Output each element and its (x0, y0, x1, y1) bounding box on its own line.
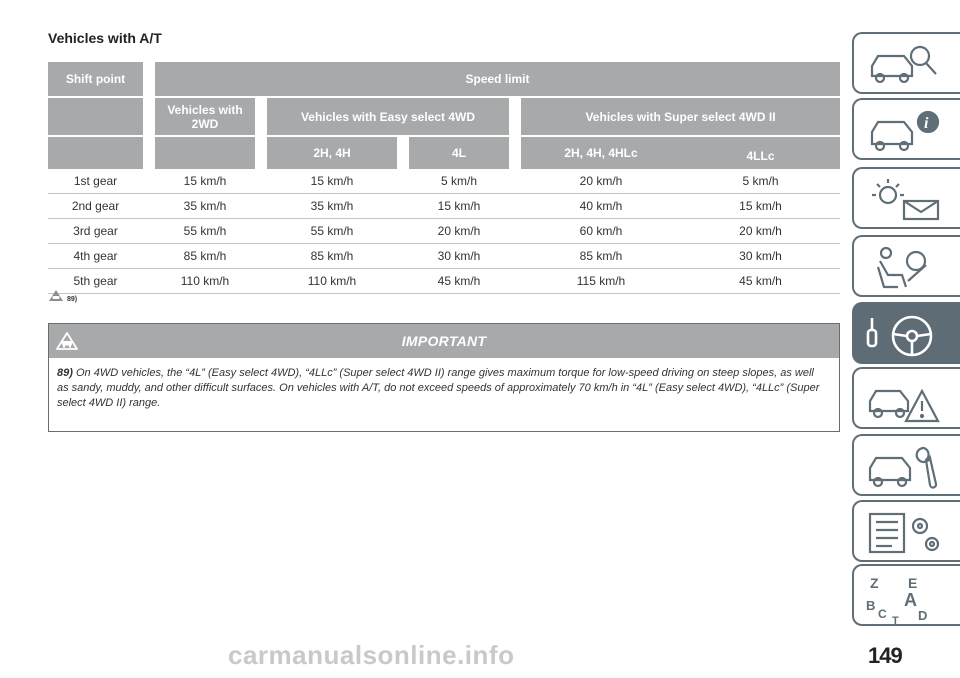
chapter-tabs (852, 32, 960, 632)
speed-cell: 15 km/h (267, 169, 397, 194)
svg-text:A: A (904, 590, 917, 610)
speed-cell: 45 km/h (681, 269, 840, 294)
table-row (48, 194, 840, 219)
header-easy-select-4wd: Vehicles with Easy select 4WD (267, 97, 509, 136)
tab-maintenance[interactable] (852, 434, 960, 496)
page-number: 149 (868, 643, 902, 668)
watermark: carmanualsonline.info (228, 640, 515, 670)
speed-cell: 55 km/h (267, 219, 397, 244)
car-wrench-icon (866, 444, 946, 490)
table-row (48, 219, 840, 244)
tab-starting-driving[interactable] (852, 302, 960, 364)
important-header (49, 324, 839, 358)
speed-cell: 110 km/h (155, 269, 255, 294)
svg-text:B: B (866, 598, 876, 613)
list-gears-icon (866, 510, 946, 556)
speed-cell: 85 km/h (267, 244, 397, 269)
speed-cell: 60 km/h (521, 219, 681, 244)
speed-cell: 115 km/h (521, 269, 681, 294)
header-speed-limit: Speed limit (155, 62, 840, 97)
tab-warning-lights[interactable] (852, 167, 960, 229)
speed-cell: 85 km/h (521, 244, 681, 269)
speed-cell: 30 km/h (409, 244, 509, 269)
tab-seat-airbag[interactable] (852, 235, 960, 297)
gear-cell: 2nd gear (48, 194, 143, 219)
gear-cell: 5th gear (48, 269, 143, 294)
speed-cell: 20 km/h (521, 169, 681, 194)
speed-cell: 35 km/h (155, 194, 255, 219)
warning-ref-number: 89) (67, 296, 78, 303)
speed-cell: 40 km/h (521, 194, 681, 219)
warning-light-message-icon (866, 177, 946, 223)
table-row (48, 269, 840, 294)
tab-car-search[interactable] (852, 32, 960, 94)
tab-emergency[interactable] (852, 367, 960, 429)
speed-cell: 85 km/h (155, 244, 255, 269)
speed-cell: 20 km/h (681, 219, 840, 244)
header-easy-2h4h: 2H, 4H (267, 136, 397, 169)
header-vehicles-2wd: Vehicles with 2WD (155, 97, 255, 136)
svg-text:Z: Z (870, 575, 879, 591)
speed-cell: 20 km/h (409, 219, 509, 244)
car-info-icon (866, 108, 946, 154)
speed-cell: 110 km/h (267, 269, 397, 294)
key-steering-wheel-icon (866, 312, 946, 358)
header-super-4llc: 4LLc (681, 136, 840, 169)
important-text: 89) On 4WD vehicles, the “4L” (Easy select 4WD), “4LLc” (Super select 4WD II) range gives maximum torque for low-speed driving on steep slopes, as well as sandy, muddy, and other difficult surfaces. On vehicles with A/T, do not exceed speeds of approximately 70 km/h in “4L” (Easy select 4WD), “4LLc” (Super select 4WD II) range. (57, 367, 820, 409)
speed-cell: 30 km/h (681, 244, 840, 269)
speed-cell: 15 km/h (409, 194, 509, 219)
gear-cell: 4th gear (48, 244, 143, 269)
speed-cell: 55 km/h (155, 219, 255, 244)
header-easy-4l: 4L (409, 136, 509, 169)
speed-cell: 5 km/h (409, 169, 509, 194)
speed-cell: 15 km/h (681, 194, 840, 219)
gear-cell: 1st gear (48, 169, 143, 194)
tab-technical-data[interactable] (852, 500, 960, 562)
header-shift-point: Shift point (48, 62, 143, 97)
car-search-icon (866, 42, 946, 88)
speed-cell: 15 km/h (155, 169, 255, 194)
svg-text:D: D (918, 608, 928, 623)
svg-text:T: T (892, 615, 899, 624)
table-row (48, 169, 840, 194)
header-super-2h4h4hlc: 2H, 4H, 4HLc (521, 136, 681, 169)
speed-limit-table (48, 62, 840, 294)
car-warning-triangle-icon (866, 377, 946, 423)
gear-cell: 3rd gear (48, 219, 143, 244)
tab-index[interactable] (852, 564, 960, 626)
important-title: IMPORTANT (401, 333, 487, 349)
important-notice (48, 323, 840, 432)
header-super-select-4wd: Vehicles with Super select 4WD II (521, 97, 840, 136)
svg-text:E: E (908, 575, 918, 591)
speed-cell: 5 km/h (681, 169, 840, 194)
car-warning-icon (48, 289, 64, 302)
alphabet-index-icon (866, 574, 946, 624)
svg-text:C: C (878, 607, 887, 621)
tab-car-info[interactable] (852, 98, 960, 160)
speed-cell: 35 km/h (267, 194, 397, 219)
svg-text:i: i (924, 115, 929, 132)
seat-airbag-icon (866, 245, 946, 291)
speed-cell: 45 km/h (409, 269, 509, 294)
warning-reference (48, 288, 77, 303)
section-title: Vehicles with A/T (48, 30, 162, 46)
table-row (48, 244, 840, 269)
